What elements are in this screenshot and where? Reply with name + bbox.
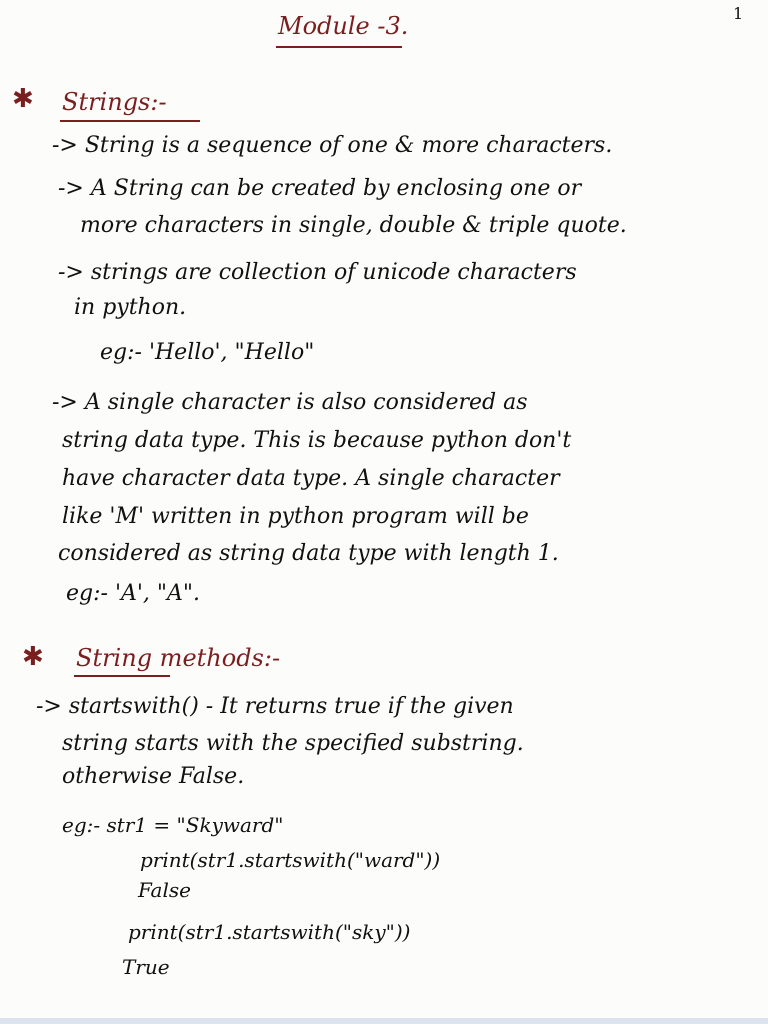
page-title: Module -3. [278,12,409,40]
note-line: considered as string data type with length 1. [58,541,559,566]
note-line: -> A String can be created by enclosing one or [58,176,582,201]
note-line: -> A single character is also considered as [52,390,528,415]
section-heading-strings: Strings:- [62,88,167,116]
note-line: have character data type. A single character [62,466,560,491]
note-line: more characters in single, double & triple quote. [80,213,627,238]
example-line: eg:- 'A', "A". [66,581,201,606]
note-line: -> String is a sequence of one & more characters. [52,133,613,158]
note-line: -> startswith() - It returns true if the given [36,694,514,719]
code-line: True [122,955,170,979]
note-line: string starts with the specified substring. [62,731,524,756]
note-line: otherwise False. [62,764,245,789]
title-underline [276,46,402,48]
scan-edge [0,1018,768,1024]
example-line: eg:- 'Hello', "Hello" [100,340,315,365]
asterisk-icon: ✱ [22,642,44,672]
note-line: in python. [74,295,187,320]
heading-underline [74,675,170,677]
note-line: string data type. This is because python don't [62,428,572,453]
heading-underline [60,120,200,122]
page-number: 1 [733,4,744,23]
code-line: print(str1.startswith("ward")) [140,848,441,872]
code-line: eg:- str1 = "Skyward" [62,813,284,837]
note-line: -> strings are collection of unicode characters [58,260,577,285]
note-line: like 'M' written in python program will be [62,504,529,529]
asterisk-icon: ✱ [12,84,34,114]
code-line: print(str1.startswith("sky")) [128,920,411,944]
code-line: False [138,878,191,902]
section-heading-string-methods: String methods:- [76,644,281,672]
